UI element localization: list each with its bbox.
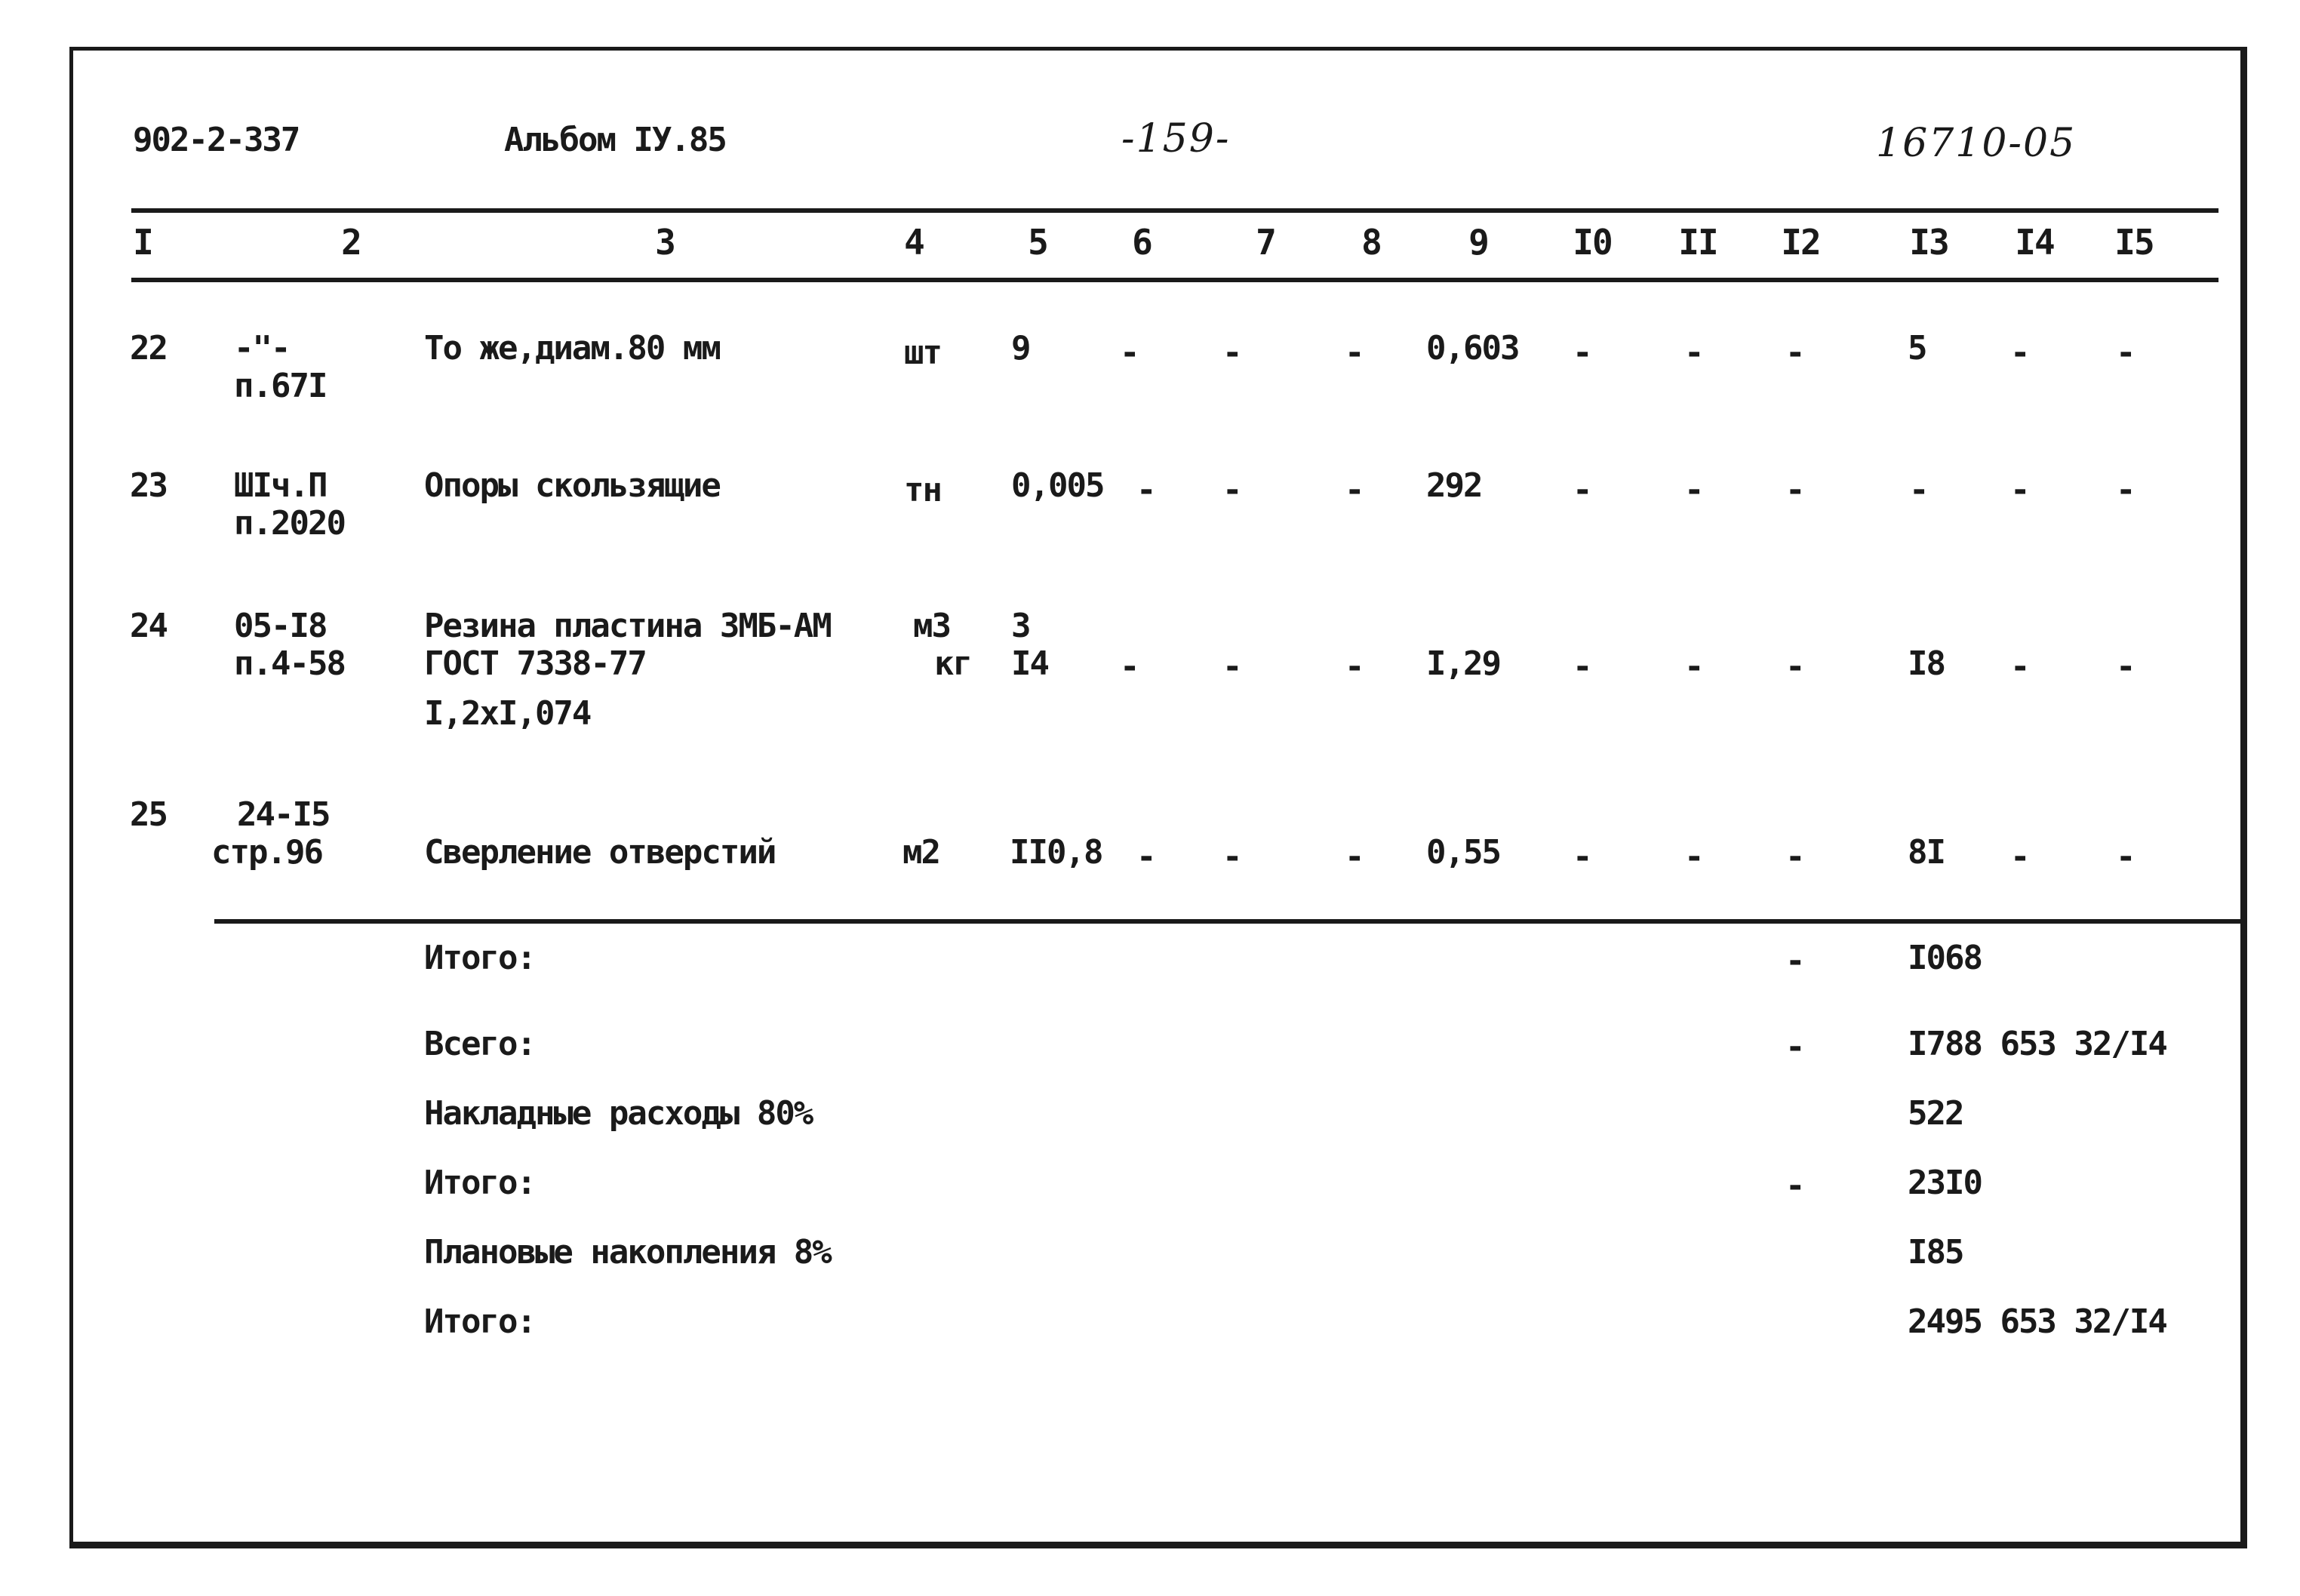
row-cell: - xyxy=(2116,838,2135,876)
column-number: II xyxy=(1678,222,1717,263)
column-number: I5 xyxy=(2114,222,2154,263)
column-number: I2 xyxy=(1781,222,1820,263)
row-reference: -"- xyxy=(234,329,290,367)
row-cell: - xyxy=(1684,471,1703,509)
row-cell: - xyxy=(2010,838,2029,876)
row-number: 23 xyxy=(130,466,167,505)
totals-rule xyxy=(214,919,2244,924)
column-number: 8 xyxy=(1361,222,1381,263)
column-number: I4 xyxy=(2015,222,2054,263)
row-cell: - xyxy=(1345,838,1364,876)
row-description: I,2xI,074 xyxy=(424,694,591,733)
row-unit: кг xyxy=(934,644,971,683)
row-reference: 24-I5 xyxy=(237,795,330,834)
row-cell: - xyxy=(1909,471,1928,509)
row-cell: 292 xyxy=(1426,466,1482,505)
row-cell: 8I xyxy=(1908,833,1945,872)
row-cell: - xyxy=(1120,334,1139,372)
row-description: То же,диам.80 мм xyxy=(424,329,720,367)
column-number: I3 xyxy=(1909,222,1948,263)
row-quantity: 9 xyxy=(1011,329,1030,367)
row-description: Сверление отверстий xyxy=(424,833,776,872)
row-unit: тн xyxy=(904,471,941,509)
row-cell: - xyxy=(1785,647,1804,686)
row-cell: - xyxy=(1345,647,1364,686)
row-description: Опоры скользящие xyxy=(424,466,720,505)
row-cell: 5 xyxy=(1908,329,1926,367)
row-cell: - xyxy=(2116,471,2135,509)
row-cell: - xyxy=(1345,334,1364,372)
page-number: -159- xyxy=(1121,116,1231,161)
row-cell: - xyxy=(1684,334,1703,372)
row-reference: п.67I xyxy=(234,367,327,405)
row-cell: - xyxy=(1573,471,1591,509)
row-cell: - xyxy=(2116,334,2135,372)
totals-label: Итого: xyxy=(424,939,535,977)
totals-label: Плановые накопления 8% xyxy=(424,1233,831,1272)
totals-value: 2495 653 32/I4 xyxy=(1908,1302,2166,1341)
row-quantity: I4 xyxy=(1011,644,1048,683)
totals-cell: - xyxy=(1785,1167,1804,1205)
row-reference: 05-I8 xyxy=(234,607,327,645)
row-cell: - xyxy=(1785,838,1804,876)
row-cell: - xyxy=(2010,334,2029,372)
column-number: 5 xyxy=(1028,222,1047,263)
totals-cell: - xyxy=(1785,1028,1804,1066)
project-code: 902-2-337 xyxy=(133,121,300,159)
row-number: 25 xyxy=(130,795,167,834)
album-label: Альбом IУ.85 xyxy=(504,121,726,159)
row-cell: - xyxy=(1222,647,1241,686)
row-unit: шт xyxy=(904,334,941,372)
totals-value: 23I0 xyxy=(1908,1164,1982,1202)
column-number: 6 xyxy=(1132,222,1152,263)
totals-cell: - xyxy=(1785,942,1804,980)
totals-value: 522 xyxy=(1908,1094,1963,1133)
row-cell: - xyxy=(1222,334,1241,372)
row-cell: - xyxy=(1136,471,1155,509)
column-number: 4 xyxy=(904,222,924,263)
row-cell: 0,603 xyxy=(1426,329,1519,367)
row-cell: - xyxy=(1573,334,1591,372)
row-cell: - xyxy=(1222,838,1241,876)
totals-label: Всего: xyxy=(424,1025,535,1063)
totals-label: Накладные расходы 80% xyxy=(424,1094,813,1133)
row-number: 24 xyxy=(130,607,167,645)
totals-label: Итого: xyxy=(424,1302,535,1341)
column-number: I0 xyxy=(1573,222,1612,263)
row-cell: - xyxy=(1120,647,1139,686)
totals-label: Итого: xyxy=(424,1164,535,1202)
row-cell: - xyxy=(1573,647,1591,686)
row-cell: 0,55 xyxy=(1426,833,1500,872)
row-cell: - xyxy=(2010,647,2029,686)
row-quantity: 0,005 xyxy=(1011,466,1104,505)
row-cell: - xyxy=(1573,838,1591,876)
column-number: 9 xyxy=(1468,222,1488,263)
totals-value: I85 xyxy=(1908,1233,1963,1272)
totals-value: I788 653 32/I4 xyxy=(1908,1025,2166,1063)
row-unit: м2 xyxy=(902,833,939,872)
column-number: 7 xyxy=(1256,222,1275,263)
row-cell: - xyxy=(2010,471,2029,509)
row-unit: м3 xyxy=(913,607,950,645)
row-reference: ШIч.П xyxy=(234,466,327,505)
row-cell: - xyxy=(1684,647,1703,686)
row-cell: - xyxy=(1785,471,1804,509)
row-cell: - xyxy=(1684,838,1703,876)
row-quantity: 3 xyxy=(1011,607,1030,645)
column-number: 3 xyxy=(655,222,675,263)
row-cell: - xyxy=(2116,647,2135,686)
row-cell: - xyxy=(1345,471,1364,509)
row-quantity: II0,8 xyxy=(1010,833,1102,872)
row-description: Резина пластина ЗМБ-АМ xyxy=(424,607,831,645)
document-number: 16710-05 xyxy=(1876,121,2077,166)
row-cell: - xyxy=(1785,334,1804,372)
column-number: 2 xyxy=(341,222,361,263)
column-number: I xyxy=(133,222,152,263)
row-number: 22 xyxy=(130,329,167,367)
row-reference: п.2020 xyxy=(234,504,345,543)
row-description: ГОСТ 7338-77 xyxy=(424,644,646,683)
header-bottom-rule xyxy=(131,278,2219,282)
row-reference: стр.96 xyxy=(211,833,322,872)
header-top-rule xyxy=(131,208,2219,213)
row-cell: - xyxy=(1136,838,1155,876)
row-reference: п.4-58 xyxy=(234,644,345,683)
row-cell: I,29 xyxy=(1426,644,1500,683)
row-cell: - xyxy=(1222,471,1241,509)
totals-value: I068 xyxy=(1908,939,1982,977)
row-cell: I8 xyxy=(1908,644,1945,683)
